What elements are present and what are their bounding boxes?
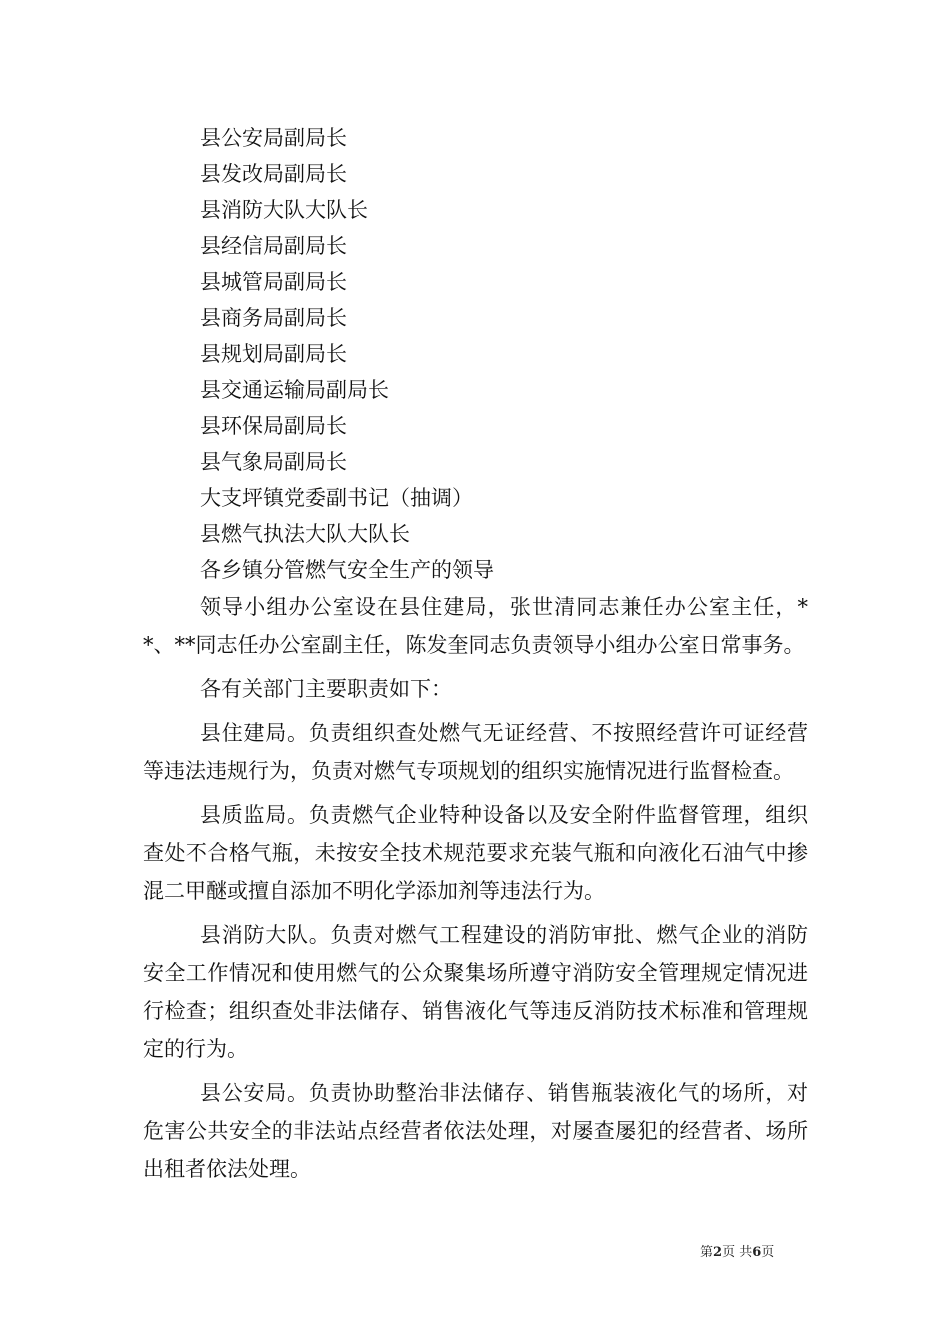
list-item: 县商务局副局长: [200, 306, 347, 330]
list-item: 县经信局副局长: [200, 234, 347, 258]
list-item: 县环保局副局长: [200, 414, 347, 438]
fire-brigade-paragraph: 县消防大队。负责对燃气工程建设的消防审批、燃气企业的消防安全工作情况和使用燃气的公众聚集场所遵守消防安全管理规定情况进行检查；组织查处非法储存、销售液化气等违反消防技术标准和管理规定的行为。: [143, 923, 808, 1061]
member-list: [200, 120, 840, 588]
list-item: 县消防大队大队长: [200, 198, 368, 222]
list-item: 县城管局副局长: [200, 270, 347, 294]
list-item: 县公安局副局长: [200, 126, 347, 150]
total-pages-number: 6: [752, 1245, 762, 1260]
public-security-paragraph: 县公安局。负责协助整治非法储存、销售瓶装液化气的场所，对危害公共安全的非法站点经营者依法处理，对屡查屡犯的经营者、场所出租者依法处理。: [143, 1081, 808, 1181]
page-footer: [700, 1244, 820, 1262]
list-item: 县发改局副局长: [200, 162, 347, 186]
list-item: 县规划局副局长: [200, 342, 347, 366]
list-item: 县气象局副局长: [200, 450, 347, 474]
body-text: [143, 588, 808, 1188]
footer-middle: 页 共: [722, 1245, 753, 1260]
list-item: 县燃气执法大队大队长: [200, 522, 410, 546]
office-paragraph: 领导小组办公室设在县住建局，张世清同志兼任办公室主任，**、**同志任办公室副主任，陈发奎同志负责领导小组办公室日常事务。: [143, 595, 808, 657]
current-page-number: 2: [713, 1245, 723, 1260]
quality-bureau-paragraph: 县质监局。负责燃气企业特种设备以及安全附件监督管理，组织查处不合格气瓶，未按安全技术规范要求充装气瓶和向液化石油气中掺混二甲醚或擅自添加不明化学添加剂等违法行为。: [143, 803, 808, 903]
list-item: 县交通运输局副局长: [200, 378, 389, 402]
footer-prefix: 第: [700, 1245, 714, 1260]
list-item: 各乡镇分管燃气安全生产的领导: [200, 558, 494, 582]
housing-bureau-paragraph: 县住建局。负责组织查处燃气无证经营、不按照经营许可证经营等违法违规行为，负责对燃气专项规划的组织实施情况进行监督检查。: [143, 721, 808, 783]
list-item: 大支坪镇党委副书记（抽调）: [200, 486, 473, 510]
duties-intro-paragraph: 各有关部门主要职责如下：: [200, 677, 452, 701]
footer-suffix: 页: [761, 1245, 775, 1260]
